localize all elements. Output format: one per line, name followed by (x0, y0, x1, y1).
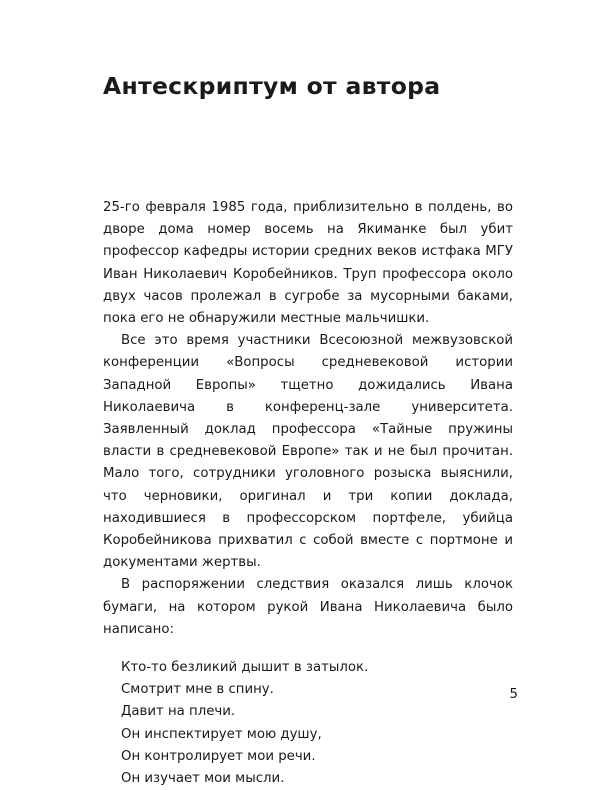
paragraph-2: Все это время участники Всесоюзной межвузовской конференции «Вопросы средневековой истории Западной Европы» тщетно дожидались Ивана Николаевича в конференц-зале университета. Заявленный доклад профессора «Тайные пружины власти в средневековой Европе» так и не был прочитан. Мало того, сотрудники уголовного розыска выяснили, что черновики, оригинал и три копии доклада, находившиеся в профессорском портфеле, убийца Коробейникова прихватил с собой вместе с портмоне и документами жертвы. (103, 333, 513, 571)
poem-line: Смотрит мне в спину. (121, 682, 274, 698)
poem-quote (121, 657, 513, 790)
poem-line: Кто-то безликий дышит в затылок. (121, 660, 369, 676)
poem-line: Он инспектирует мою душу, (121, 726, 322, 742)
poem-line: Он контролирует мои речи. (121, 748, 316, 764)
chapter-title: Антескриптум от автора (103, 72, 441, 100)
paragraph-1: 25-го февраля 1985 года, приблизительно в полдень, во дворе дома номер восемь на Якиманке был убит профессор кафедры истории средних веков истфака МГУ Иван Николаевич Коробейников. Труп профессора около двух часов пролежал в сугробе за мусорными баками, пока его не обнаружили местные мальчишки. (103, 200, 513, 327)
poem-line: Давит на плечи. (121, 704, 236, 720)
page-number: 5 (509, 687, 518, 702)
paragraph-3: В распоряжении следствия оказался лишь клочок бумаги, на котором рукой Ивана Николаевича было написано: (103, 577, 513, 637)
poem-line: Он изучает мои мысли. (121, 771, 285, 787)
chapter-body (103, 197, 513, 790)
